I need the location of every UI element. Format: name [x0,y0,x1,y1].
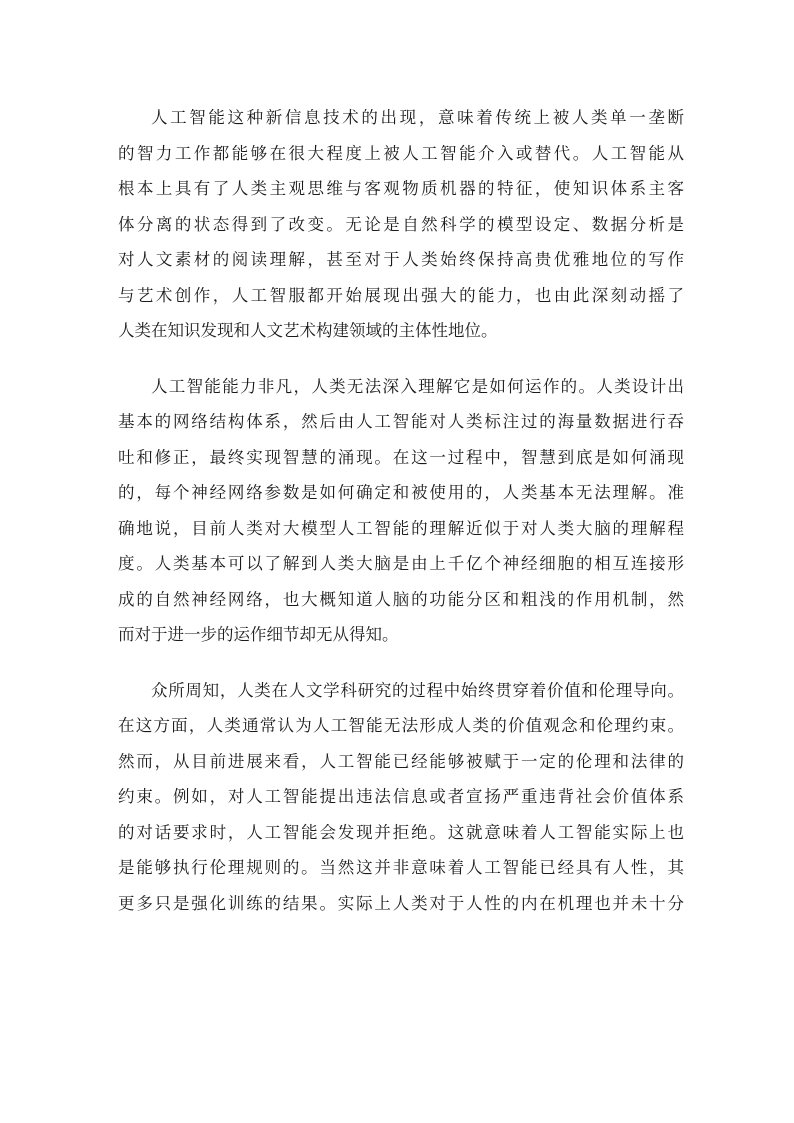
text-line: 人工智能这种新信息技术的出现，意味着传统上被人类单一垄断 [151,108,684,127]
text-line: 是能够执行伦理规则的。当然这并非意味着人工智能已经具有人性，其 [118,858,684,877]
text-line: 根本上具有了人类主观思维与客观物质机器的特征，使知识体系主客 [118,179,684,198]
paragraph-spacer [118,653,684,673]
text-line: 对人文素材的阅读理解，甚至对于人类始终保持高贵优雅地位的写作 [118,250,684,269]
text-line: 吐和修正，最终实现智慧的涌现。在这一过程中，智慧到底是如何涌现 [118,447,684,467]
document-body [118,100,684,921]
text-line: 的，每个神经网络参数是如何确定和被使用的，人类基本无法理解。准 [118,483,684,502]
text-line: 的智力工作都能够在很大程度上被人工智能介入或替代。人工智能从 [118,143,684,163]
text-line: 成的自然神经网络，也大概知道人脑的功能分区和粗浅的作用机制，然 [118,589,684,609]
paragraph-spacer [118,349,684,369]
paragraph-1 [118,100,684,349]
text-line: 更多只是强化训练的结果。实际上人类对于人性的内在机理也并未十分 [118,893,684,913]
text-line: 约束。例如，对人工智能提出违法信息或者宣扬严重违背社会价值体系 [118,787,684,806]
text-line: 而对于进一步的运作细节却无从得知。 [118,625,399,644]
text-line: 的对话要求时，人工智能会发现并拒绝。这就意味着人工智能实际上也 [118,822,684,842]
text-line: 体分离的状态得到了改变。无论是自然科学的模型设定、数据分析是 [118,214,684,234]
text-line: 度。人类基本可以了解到人类大脑是由上千亿个神经细胞的相互连接形 [118,554,684,573]
text-line: 然而，从目前进展来看，人工智能已经能够被赋于一定的伦理和法律的 [118,751,684,771]
text-line: 人类在知识发现和人文艺术构建领域的主体性地位。 [118,321,498,340]
paragraph-2 [118,369,684,653]
text-line: 与艺术创作，人工智服都开始展现出强大的能力，也由此深刻动摇了 [118,285,684,305]
text-line: 确地说，目前人类对大模型人工智能的理解近似于对人类大脑的理解程 [118,518,684,538]
text-line: 基本的网络结构体系，然后由人工智能对人类标注过的海量数据进行吞 [118,412,684,431]
paragraph-3 [118,673,684,922]
text-line: 在这方面，人类通常认为人工智能无法形成人类的价值观念和伦理约束。 [118,716,684,735]
text-line: 人工智能能力非凡，人类无法深入理解它是如何运作的。人类设计出 [151,376,684,396]
text-line: 众所周知，人类在人文学科研究的过程中始终贯穿着价值和伦理导向。 [151,680,684,700]
